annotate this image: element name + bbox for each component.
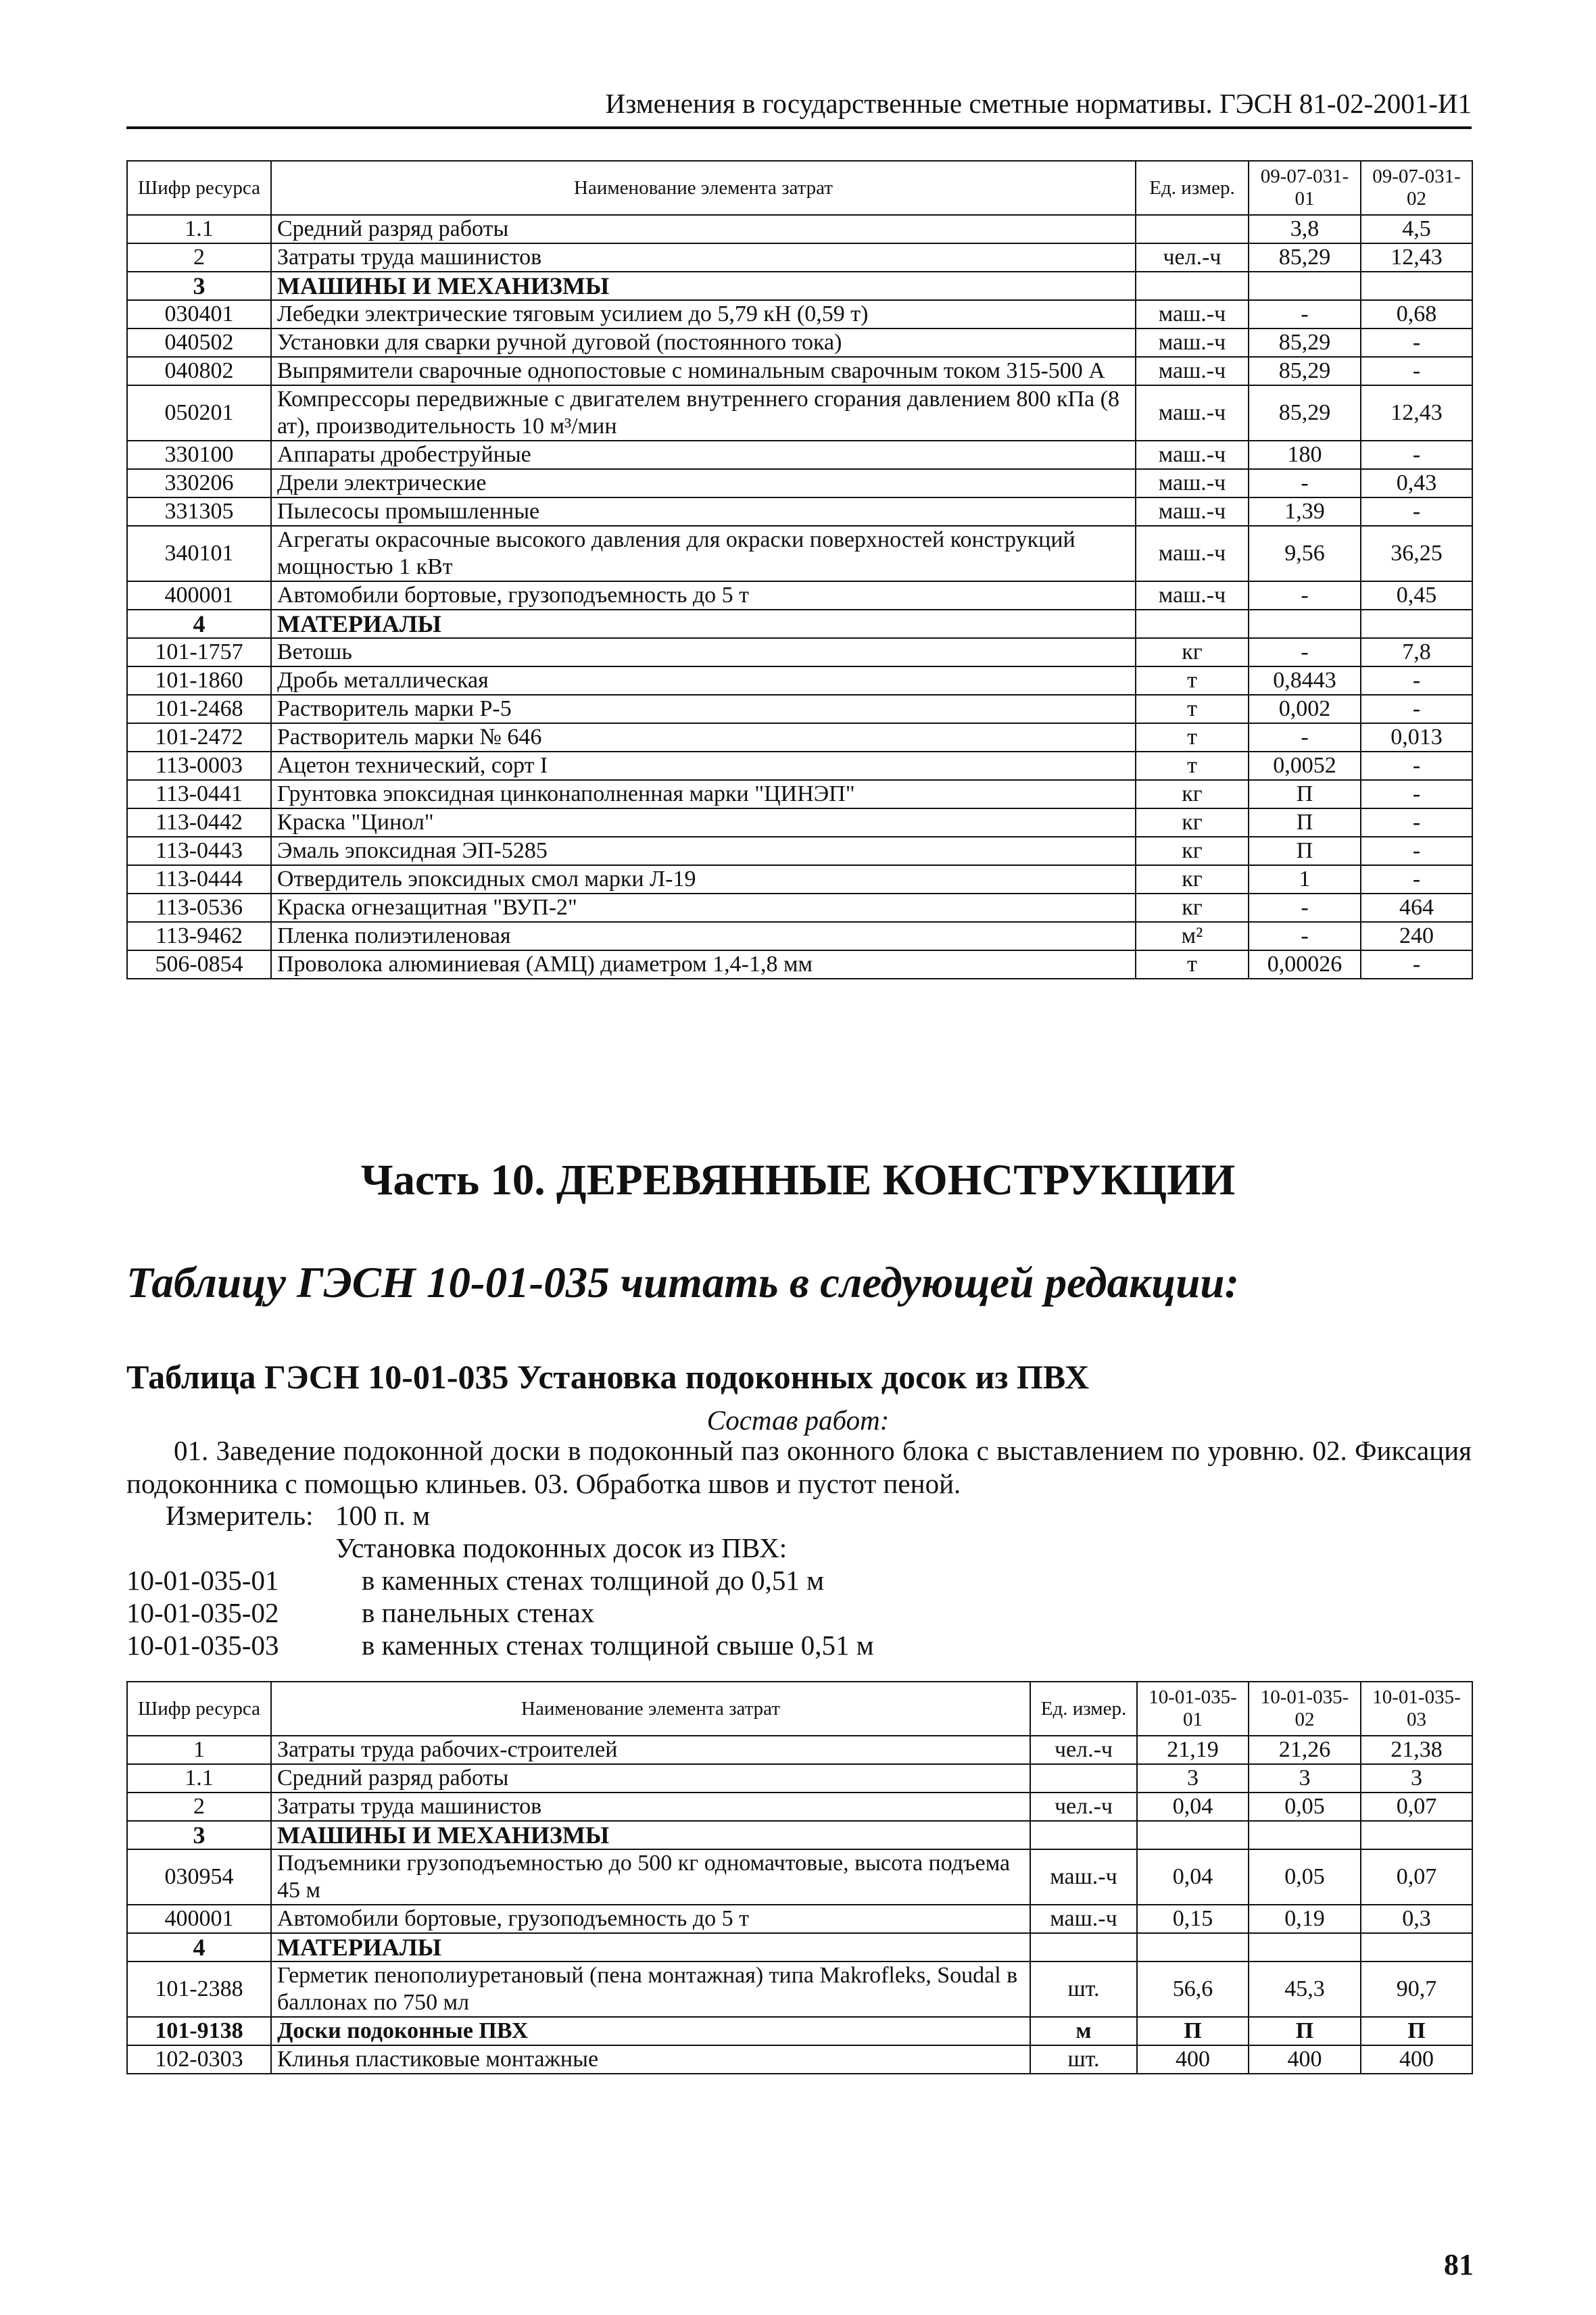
cell-code: 101-9138 <box>127 2017 271 2045</box>
cell-code: 1.1 <box>127 1764 271 1793</box>
cell-value-2: 0,19 <box>1249 1905 1361 1933</box>
cell-value-2: 36,25 <box>1361 526 1472 581</box>
cell-value-2: П <box>1249 2017 1361 2045</box>
table-header-row <box>127 161 1472 215</box>
cell-unit: кг <box>1136 780 1249 808</box>
cell-value-2: - <box>1361 752 1472 780</box>
cell-code: 400001 <box>127 581 271 610</box>
cell-value-1: 0,15 <box>1137 1905 1249 1933</box>
cell-unit: т <box>1136 752 1249 780</box>
cell-name: Эмаль эпоксидная ЭП-5285 <box>271 837 1136 865</box>
cell-value-2: 0,013 <box>1361 723 1472 752</box>
cell-name: Затраты труда машинистов <box>271 1793 1030 1821</box>
cell-unit: м <box>1030 2017 1137 2045</box>
table-title: Таблица ГЭСН 10-01-035 Установка подоконных досок из ПВХ <box>126 1358 1090 1396</box>
cell-value-1 <box>1249 610 1361 638</box>
cell-value-2: 400 <box>1249 2045 1361 2074</box>
cell-value-1: 85,29 <box>1249 357 1361 385</box>
cell-value-1: 0,04 <box>1137 1849 1249 1905</box>
cell-unit: т <box>1136 666 1249 695</box>
cell-unit: кг <box>1136 837 1249 865</box>
cell-value-2: 4,5 <box>1361 215 1472 243</box>
cell-value-2: 12,43 <box>1361 243 1472 272</box>
table-row <box>127 243 1472 272</box>
cell-value-2: 7,8 <box>1361 638 1472 666</box>
cell-code: 330100 <box>127 441 271 469</box>
cell-value-1: 1 <box>1249 865 1361 894</box>
cell-value-1: 0,00026 <box>1249 950 1361 979</box>
cell-code: 340101 <box>127 526 271 581</box>
header-rule <box>126 126 1472 129</box>
header-col-2 <box>1249 1682 1361 1736</box>
cell-value-2: - <box>1361 497 1472 526</box>
cell-unit: маш.-ч <box>1136 526 1249 581</box>
cell-name: Выпрямители сварочные однопостовые с номинальным сварочным током 315-500 А <box>271 357 1136 385</box>
cell-value-3: 400 <box>1361 2045 1472 2074</box>
cell-value-2: - <box>1361 441 1472 469</box>
table-row <box>127 581 1472 610</box>
table-body-1 <box>127 215 1472 979</box>
cell-value-2: - <box>1361 950 1472 979</box>
cell-name: Краска огнезащитная "ВУП-2" <box>271 894 1136 922</box>
cell-unit: кг <box>1136 865 1249 894</box>
cell-code: 030401 <box>127 300 271 328</box>
cell-code: 040502 <box>127 328 271 357</box>
cell-value-1: П <box>1249 780 1361 808</box>
cell-unit <box>1136 610 1249 638</box>
table-row <box>127 837 1472 865</box>
cell-code: 101-2472 <box>127 723 271 752</box>
cell-value-1: 180 <box>1249 441 1361 469</box>
cell-code: 040802 <box>127 357 271 385</box>
cell-value-3 <box>1361 1933 1472 1961</box>
cell-value-2 <box>1249 1933 1361 1961</box>
cell-code: 1.1 <box>127 215 271 243</box>
cell-value-1: 3 <box>1137 1764 1249 1793</box>
cell-unit: кг <box>1136 638 1249 666</box>
cell-unit: маш.-ч <box>1136 357 1249 385</box>
table-row <box>127 526 1472 581</box>
header-unit: Ед. измер. <box>1030 1682 1137 1736</box>
cell-unit: т <box>1136 695 1249 723</box>
installation-title: Установка подоконных досок из ПВХ: <box>335 1532 788 1563</box>
table-row <box>127 497 1472 526</box>
header-col-1 <box>1249 161 1361 215</box>
cell-unit: чел.-ч <box>1136 243 1249 272</box>
table-row <box>127 1905 1472 1933</box>
cell-name: Пленка полиэтиленовая <box>271 922 1136 950</box>
table-row <box>127 2045 1472 2074</box>
cell-value-2: - <box>1361 837 1472 865</box>
work-composition-text: 01. Заведение подоконной доски в подоконный паз оконного блока с выставлением по уровню. 02. Фиксация подоконника с помощью клиньев. 03. Обработка швов и пустот пеной. <box>126 1435 1472 1499</box>
cell-unit <box>1136 215 1249 243</box>
table-row <box>127 1821 1472 1849</box>
running-header: Изменения в государственные сметные нормативы. ГЭСН 81-02-2001-И1 <box>605 88 1472 119</box>
cell-unit <box>1030 1821 1137 1849</box>
cell-value-2: 464 <box>1361 894 1472 922</box>
cell-value-1: П <box>1249 837 1361 865</box>
cell-name: Средний разряд работы <box>271 215 1136 243</box>
cell-value-2 <box>1249 1821 1361 1849</box>
cell-value-1: 85,29 <box>1249 385 1361 441</box>
cell-value-3: 0,07 <box>1361 1849 1472 1905</box>
cell-code: 102-0303 <box>127 2045 271 2074</box>
cell-name: Ветошь <box>271 638 1136 666</box>
table-row <box>127 1793 1472 1821</box>
cell-value-2: - <box>1361 666 1472 695</box>
cell-name: Клинья пластиковые монтажные <box>271 2045 1030 2074</box>
table-header-row <box>127 1682 1472 1736</box>
cell-unit: маш.-ч <box>1136 469 1249 497</box>
cell-name: Пылесосы промышленные <box>271 497 1136 526</box>
table-row <box>127 894 1472 922</box>
cell-value-2: - <box>1361 865 1472 894</box>
cell-value-3: 0,3 <box>1361 1905 1472 1933</box>
table-row <box>127 1849 1472 1905</box>
cell-value-2: 3 <box>1249 1764 1361 1793</box>
cell-name: Доски подоконные ПВХ <box>271 2017 1030 2045</box>
header-code: Шифр ресурса <box>127 1682 271 1736</box>
cell-name: Отвердитель эпоксидных смол марки Л-19 <box>271 865 1136 894</box>
cell-value-2: 12,43 <box>1361 385 1472 441</box>
cell-value-3: 3 <box>1361 1764 1472 1793</box>
cell-value-1: 0,04 <box>1137 1793 1249 1821</box>
meter-label: Измеритель: <box>166 1500 314 1531</box>
page-number: 81 <box>1444 2248 1474 2281</box>
cell-code: 2 <box>127 243 271 272</box>
cell-name: Компрессоры передвижные с двигателем внутреннего сгорания давлением 800 кПа (8 ат), производительность 10 м³/мин <box>271 385 1136 441</box>
cell-name: Грунтовка эпоксидная цинконаполненная марки "ЦИНЭП" <box>271 780 1136 808</box>
cell-code: 4 <box>127 610 271 638</box>
cell-name: Ацетон технический, сорт I <box>271 752 1136 780</box>
cell-value-2: 240 <box>1361 922 1472 950</box>
cell-unit: маш.-ч <box>1136 581 1249 610</box>
table-row <box>127 441 1472 469</box>
cell-value-1: 0,0052 <box>1249 752 1361 780</box>
cell-name: Дробь металлическая <box>271 666 1136 695</box>
table-row <box>127 752 1472 780</box>
meter-value: 100 п. м <box>335 1500 431 1531</box>
header-col-1 <box>1137 1682 1249 1736</box>
cell-code: 330206 <box>127 469 271 497</box>
cell-value-1: 1,39 <box>1249 497 1361 526</box>
table-row <box>127 357 1472 385</box>
resource-table-1 <box>126 160 1473 979</box>
cell-value-2 <box>1361 610 1472 638</box>
header-col-1-text: 10-01-035-01 <box>1148 1686 1237 1730</box>
table-row <box>127 272 1472 300</box>
cell-code: 3 <box>127 272 271 300</box>
cell-code: 331305 <box>127 497 271 526</box>
cell-value-1: 3,8 <box>1249 215 1361 243</box>
cell-unit: маш.-ч <box>1030 1905 1137 1933</box>
cell-value-1: - <box>1249 894 1361 922</box>
cell-value-2: - <box>1361 780 1472 808</box>
table-row <box>127 328 1472 357</box>
cell-code: 4 <box>127 1933 271 1961</box>
header-col-3-text: 10-01-035-03 <box>1372 1686 1461 1730</box>
cell-code: 113-0536 <box>127 894 271 922</box>
cell-value-2: 0,68 <box>1361 300 1472 328</box>
table-row <box>127 469 1472 497</box>
cell-unit: т <box>1136 950 1249 979</box>
table-row <box>127 1961 1472 2017</box>
cell-unit: шт. <box>1030 1961 1137 2017</box>
cell-value-3 <box>1361 1821 1472 1849</box>
variant-code: 10-01-035-03 <box>126 1630 279 1661</box>
cell-unit: чел.-ч <box>1030 1793 1137 1821</box>
table-row <box>127 666 1472 695</box>
header-name: Наименование элемента затрат <box>271 1682 1030 1736</box>
cell-code: 101-2468 <box>127 695 271 723</box>
cell-name: Краска "Цинол" <box>271 808 1136 837</box>
cell-code: 113-0441 <box>127 780 271 808</box>
cell-value-1 <box>1249 272 1361 300</box>
cell-name: Аппараты дробеструйные <box>271 441 1136 469</box>
cell-code: 113-9462 <box>127 922 271 950</box>
header-code: Шифр ресурса <box>127 161 271 215</box>
cell-code: 113-0444 <box>127 865 271 894</box>
table-row <box>127 865 1472 894</box>
cell-unit: маш.-ч <box>1136 300 1249 328</box>
table-row <box>127 638 1472 666</box>
cell-unit: маш.-ч <box>1136 385 1249 441</box>
cell-unit: маш.-ч <box>1136 328 1249 357</box>
header-col-1-text: 09-07-031-01 <box>1260 166 1349 210</box>
cell-code: 101-1757 <box>127 638 271 666</box>
table-row <box>127 922 1472 950</box>
table-row <box>127 610 1472 638</box>
cell-value-3: 90,7 <box>1361 1961 1472 2017</box>
cell-name: Растворитель марки Р-5 <box>271 695 1136 723</box>
table-row <box>127 695 1472 723</box>
cell-value-2: - <box>1361 357 1472 385</box>
cell-unit: т <box>1136 723 1249 752</box>
header-col-2-text: 10-01-035-02 <box>1260 1686 1349 1730</box>
header-col-3 <box>1361 1682 1472 1736</box>
header-name: Наименование элемента затрат <box>271 161 1136 215</box>
cell-name: Затраты труда рабочих-строителей <box>271 1736 1030 1764</box>
table-row <box>127 780 1472 808</box>
cell-code: 050201 <box>127 385 271 441</box>
cell-value-2: 0,05 <box>1249 1849 1361 1905</box>
cell-value-2: 21,26 <box>1249 1736 1361 1764</box>
cell-value-2: - <box>1361 695 1472 723</box>
cell-value-2: 0,45 <box>1361 581 1472 610</box>
cell-value-1: 400 <box>1137 2045 1249 2074</box>
cell-value-2: - <box>1361 808 1472 837</box>
cell-name: Герметик пенополиуретановый (пена монтажная) типа Makroflеks, Soudal в баллонах по 750 мл <box>271 1961 1030 2017</box>
cell-code: 113-0003 <box>127 752 271 780</box>
cell-name: Лебедки электрические тяговым усилием до 5,79 кН (0,59 т) <box>271 300 1136 328</box>
cell-name: Растворитель марки № 646 <box>271 723 1136 752</box>
cell-name: Подъемники грузоподъемностью до 500 кг одномачтовые, высота подъема 45 м <box>271 1849 1030 1905</box>
cell-unit: м² <box>1136 922 1249 950</box>
cell-code: 030954 <box>127 1849 271 1905</box>
cell-name: Дрели электрические <box>271 469 1136 497</box>
cell-value-2: 0,43 <box>1361 469 1472 497</box>
cell-value-1: 9,56 <box>1249 526 1361 581</box>
table-row <box>127 950 1472 979</box>
cell-value-1: 85,29 <box>1249 243 1361 272</box>
variant-desc: в каменных стенах толщиной до 0,51 м <box>362 1565 825 1596</box>
cell-name: Установки для сварки ручной дуговой (постоянного тока) <box>271 328 1136 357</box>
cell-code: 101-1860 <box>127 666 271 695</box>
header-unit: Ед. измер. <box>1136 161 1249 215</box>
part-title: Часть 10. ДЕРЕВЯННЫЕ КОНСТРУКЦИИ <box>360 1156 1236 1204</box>
cell-unit <box>1030 1764 1137 1793</box>
cell-value-1 <box>1137 1933 1249 1961</box>
cell-unit: кг <box>1136 894 1249 922</box>
resource-table-2 <box>126 1681 1473 2074</box>
table-row <box>127 2017 1472 2045</box>
cell-unit: маш.-ч <box>1030 1849 1137 1905</box>
cell-value-3: 21,38 <box>1361 1736 1472 1764</box>
cell-name: Средний разряд работы <box>271 1764 1030 1793</box>
cell-unit: кг <box>1136 808 1249 837</box>
cell-value-3: 0,07 <box>1361 1793 1472 1821</box>
cell-unit <box>1136 272 1249 300</box>
variant-code: 10-01-035-01 <box>126 1565 279 1596</box>
cell-value-1: П <box>1249 808 1361 837</box>
header-col-2-text: 09-07-031-02 <box>1372 166 1461 210</box>
variant-desc: в каменных стенах толщиной свыше 0,51 м <box>362 1630 874 1661</box>
cell-value-1: - <box>1249 723 1361 752</box>
cell-value-1: - <box>1249 922 1361 950</box>
cell-value-2: - <box>1361 328 1472 357</box>
cell-code: 400001 <box>127 1905 271 1933</box>
variant-desc: в панельных стенах <box>362 1597 595 1628</box>
cell-unit: маш.-ч <box>1136 497 1249 526</box>
table-row <box>127 723 1472 752</box>
cell-value-2 <box>1361 272 1472 300</box>
cell-unit <box>1030 1933 1137 1961</box>
cell-name: Автомобили бортовые, грузоподъемность до 5 т <box>271 1905 1030 1933</box>
edition-instruction: Таблицу ГЭСН 10-01-035 читать в следующей редакции: <box>126 1259 1240 1307</box>
cell-unit: шт. <box>1030 2045 1137 2074</box>
cell-unit: маш.-ч <box>1136 441 1249 469</box>
table-row <box>127 215 1472 243</box>
table-row <box>127 300 1472 328</box>
cell-code: 1 <box>127 1736 271 1764</box>
cell-value-2: 0,05 <box>1249 1793 1361 1821</box>
table-body-2 <box>127 1736 1472 2074</box>
variant-code: 10-01-035-02 <box>126 1597 279 1628</box>
cell-value-1: 85,29 <box>1249 328 1361 357</box>
cell-name: МАТЕРИАЛЫ <box>271 610 1136 638</box>
cell-name: МАШИНЫ И МЕХАНИЗМЫ <box>271 272 1136 300</box>
cell-code: 113-0443 <box>127 837 271 865</box>
cell-name: МАТЕРИАЛЫ <box>271 1933 1030 1961</box>
cell-value-1: - <box>1249 300 1361 328</box>
cell-name: Агрегаты окрасочные высокого давления для окраски поверхностей конструкций мощностью 1 кВт <box>271 526 1136 581</box>
cell-value-1: - <box>1249 638 1361 666</box>
cell-value-3: П <box>1361 2017 1472 2045</box>
cell-name: Проволока алюминиевая (АМЦ) диаметром 1,4-1,8 мм <box>271 950 1136 979</box>
cell-code: 113-0442 <box>127 808 271 837</box>
cell-unit: чел.-ч <box>1030 1736 1137 1764</box>
header-col-2 <box>1361 161 1472 215</box>
table-row <box>127 1764 1472 1793</box>
cell-value-2: 45,3 <box>1249 1961 1361 2017</box>
cell-value-1 <box>1137 1821 1249 1849</box>
cell-name: Автомобили бортовые, грузоподъемность до 5 т <box>271 581 1136 610</box>
cell-name: Затраты труда машинистов <box>271 243 1136 272</box>
table-row <box>127 1736 1472 1764</box>
cell-value-1: 0,002 <box>1249 695 1361 723</box>
cell-code: 3 <box>127 1821 271 1849</box>
cell-code: 2 <box>127 1793 271 1821</box>
cell-code: 506-0854 <box>127 950 271 979</box>
table-row <box>127 1933 1472 1961</box>
cell-value-1: П <box>1137 2017 1249 2045</box>
cell-name: МАШИНЫ И МЕХАНИЗМЫ <box>271 1821 1030 1849</box>
cell-code: 101-2388 <box>127 1961 271 2017</box>
cell-value-1: 56,6 <box>1137 1961 1249 2017</box>
cell-value-1: 0,8443 <box>1249 666 1361 695</box>
cell-value-1: - <box>1249 581 1361 610</box>
table-row <box>127 808 1472 837</box>
cell-value-1: - <box>1249 469 1361 497</box>
table-row <box>127 385 1472 441</box>
work-composition-heading: Состав работ: <box>706 1405 890 1436</box>
cell-value-1: 21,19 <box>1137 1736 1249 1764</box>
